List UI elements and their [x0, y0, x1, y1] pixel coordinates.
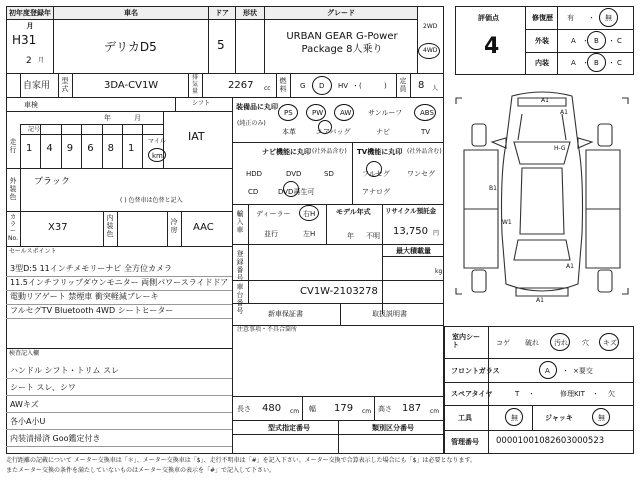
nav-cd: CD: [248, 188, 259, 196]
length-value: 480: [262, 403, 282, 414]
tools-none: 無: [511, 414, 518, 422]
equip-aw: AW: [340, 109, 352, 117]
exterior-grade-label: 外装: [535, 37, 549, 45]
selling-point-line: 3型D:5 11インチメモリーナビ 全方位カメラ: [10, 264, 172, 273]
mileage-unit-km: km: [152, 152, 163, 160]
spare-tire-dot1: ・: [528, 390, 535, 398]
inspector-report-line: ハンドル シフト・トリム スレ: [10, 366, 120, 375]
tv-analog: アナログ: [362, 188, 390, 196]
diagram-mark-hood: A1: [560, 109, 568, 116]
class-number-label: 類別区分番号: [372, 424, 414, 432]
tv-oneseg: ワンセグ: [407, 170, 435, 178]
mgmt-label: 管理番号: [451, 438, 479, 446]
interior-grade-b: B: [594, 59, 599, 67]
equipment-label: 装備品に丸印: [236, 103, 278, 111]
height-label: 高さ: [378, 405, 392, 413]
equip-ps-circle: [278, 104, 298, 121]
first-reg-month-unit: 月: [38, 57, 45, 64]
mileage-digit: 1: [128, 143, 135, 154]
displacement-value: 2267: [228, 80, 254, 91]
recycle-value: 13,750: [393, 226, 428, 237]
equip-ps: PS: [284, 109, 293, 117]
exterior-color-value: ブラック: [34, 177, 70, 187]
jack-none: 無: [598, 414, 605, 422]
nav-dvd-play-circle: [283, 181, 299, 197]
spare-tire-dot2: ・: [592, 390, 599, 398]
caution-label: 注意事項・不具合箇所: [237, 326, 298, 333]
tv-fullseg-circle: [366, 161, 382, 177]
drive-2wd: 2WD: [423, 23, 438, 30]
inspector-report-line: 内装清掃済 Goo鑑定付き: [10, 434, 101, 443]
displacement-unit: cc: [264, 85, 271, 92]
width-label: 幅: [309, 405, 316, 413]
nav-sublabel: (社外品含む): [312, 148, 347, 155]
warranty-label: 新車保証書: [268, 310, 303, 318]
max-load-label: 最大積載量: [396, 247, 431, 255]
model-year-year: 年: [347, 232, 354, 240]
import-right-h: 右H: [303, 210, 316, 218]
color-code-value: X37: [48, 222, 68, 233]
selling-point-line: フルセグTV Bluetooth 4WD シートヒーター: [10, 306, 174, 315]
tv-fullseg: フルセグ: [362, 170, 390, 178]
import-label: 輸入車: [236, 210, 244, 234]
seat-scratch-circle: [599, 333, 619, 351]
selling-points-label: セールスポイント: [9, 248, 57, 255]
import-dealer: ディーラー: [256, 210, 291, 218]
mileage-digit: 1: [26, 143, 33, 154]
diagram-mark-left-door: B1: [489, 185, 497, 192]
interior-grade-dot2: ・: [608, 59, 615, 67]
repair-no: 無: [605, 14, 612, 22]
chassis-value: CV1W-2103278: [300, 286, 378, 297]
mileage-digit: 9: [66, 143, 74, 154]
seat-tear: 破れ: [525, 339, 539, 347]
equip-abs: ABS: [420, 109, 434, 117]
fuel-opt-paren-open: ・(: [352, 82, 362, 90]
spare-tire-missing: 欠: [608, 390, 615, 398]
capacity-value: 8: [418, 80, 425, 91]
interior-grade-label: 内装: [535, 59, 549, 67]
length-unit: cm: [290, 408, 300, 415]
header-shape: 形状: [236, 7, 264, 20]
color-code-label: カラー No.: [8, 214, 18, 242]
mileage-digit: 4: [46, 143, 53, 154]
cooling-value: AAC: [193, 222, 214, 233]
interior-grade-c: C: [617, 59, 622, 67]
shift-value: IAT: [188, 130, 205, 143]
interior-grade-dot1: ・: [582, 59, 589, 67]
interior-grade-b-circle: [587, 53, 606, 72]
seat-burn: コゲ: [496, 339, 510, 347]
import-right-h-circle: [299, 205, 319, 221]
first-reg-month: 2: [26, 56, 32, 66]
exterior-grade-c: C: [617, 37, 622, 45]
exterior-color-label: 外装色: [9, 177, 17, 201]
equip-airbag: エアバッグ: [316, 128, 351, 136]
equip-pw-circle: [306, 104, 326, 121]
recycle-unit: 円: [433, 230, 440, 237]
seat-stain: 汚れ: [554, 339, 568, 347]
nav-dvd-play: DVD再生可: [278, 188, 315, 196]
type-label: 型式: [61, 77, 69, 93]
width-unit: cm: [362, 408, 372, 415]
mileage-digit: 8: [107, 143, 114, 154]
shift-label: シフト: [192, 100, 211, 107]
tools-none-circle: [505, 408, 523, 426]
equip-airbag-circle: [318, 120, 332, 134]
fuel-opt-hv: HV: [338, 82, 349, 90]
score-label: 評価点: [478, 14, 499, 22]
header-model: 車名: [54, 7, 208, 20]
nav-hdd: HDD: [246, 170, 263, 178]
inspector-report-line: AWキズ: [10, 400, 39, 409]
displacement-label: 排気量: [191, 74, 198, 95]
warranty-manual: 取扱説明書: [372, 310, 407, 318]
spare-tire-label: スペアタイヤ: [451, 390, 493, 398]
mileage-label: 走行: [9, 138, 17, 154]
header-first-reg: 初年度登録年月: [9, 9, 51, 30]
windshield-label: フロントガラス: [451, 367, 500, 375]
header-grade: グレード: [265, 7, 417, 20]
jack-none-circle: [592, 408, 610, 426]
grade-value: URBAN GEAR G-Power Package 8人乗り: [286, 31, 398, 55]
inspector-report-label: 検査記入欄: [9, 350, 40, 357]
exterior-grade-dot2: ・: [608, 37, 615, 45]
inspection-month: 月: [134, 114, 141, 122]
inspector-report-line: シート スレ、シワ: [10, 383, 76, 392]
nav-dvd: DVD: [286, 170, 302, 178]
exterior-grade-dot1: ・: [582, 37, 589, 45]
model-year-label: モデル年式: [336, 208, 371, 216]
width-value: 179: [334, 403, 354, 414]
tools-label: 工具: [458, 414, 472, 422]
equip-pw: PW: [312, 109, 324, 117]
fuel-opt-d: D: [319, 82, 325, 90]
exterior-grade-b-circle: [587, 31, 606, 50]
mileage-digit: 6: [87, 143, 94, 154]
fuel-diesel-circle: [312, 76, 332, 95]
model-name: デリカD5: [104, 40, 157, 54]
mileage-unit-mile: マイル: [148, 138, 166, 145]
interior-grade-a: A: [571, 59, 576, 67]
exterior-color-note: ( ) 色替車は色替と記入: [120, 197, 183, 204]
equip-navi: ナビ: [376, 128, 390, 136]
mileage-digit-label: 記号: [28, 126, 41, 133]
tv-label: TV機能に丸印: [357, 148, 403, 156]
equip-tv: TV: [421, 128, 431, 136]
import-left-h: 左H: [303, 230, 316, 238]
tv-sublabel: (社外品含む): [407, 148, 442, 155]
car-damage-diagram: [452, 84, 632, 308]
drive-4wd-circle: [418, 43, 440, 59]
equipment-sublabel: (純正のみ): [237, 120, 266, 127]
windshield-replace: ×要交: [573, 367, 593, 375]
seat-scratch: キズ: [603, 339, 617, 347]
header-doors: ドア: [209, 7, 235, 20]
height-value: 187: [402, 403, 422, 414]
equip-aw-circle: [334, 104, 354, 121]
seat-label: 室内シート: [452, 333, 480, 350]
mileage-km-circle: [148, 148, 166, 162]
selling-point-line: 11.5インチフリップダウンモニター 両側パワースライドドア: [10, 278, 229, 287]
seat-hole: 穴: [582, 339, 589, 347]
seat-stain-circle: [550, 333, 570, 351]
diagram-mark-rear-glass: A1: [566, 263, 574, 270]
max-load-unit: kg: [435, 268, 443, 275]
equip-abs-circle: [414, 104, 436, 121]
repair-no-circle: [599, 8, 618, 27]
jack-label: ジャッキ: [545, 414, 573, 422]
mgmt-value: 00001001082603000523: [496, 436, 605, 446]
height-unit: cm: [430, 408, 440, 415]
inspection-label: 車検: [24, 101, 38, 109]
fuel-opt-paren-close: ): [384, 82, 387, 90]
drive-4wd: 4WD: [423, 47, 438, 54]
diagram-mark-windshield: H-G: [554, 145, 566, 152]
type-designation-label: 型式指定番号: [268, 424, 310, 432]
repair-dot: ・: [588, 14, 595, 22]
recycle-label: リサイクル預託金: [385, 207, 437, 215]
nav-sd: SD: [324, 170, 334, 178]
reg-no-label: 登録番号: [236, 250, 244, 282]
capacity-unit: 人: [432, 85, 439, 92]
first-reg-era: H31: [12, 33, 37, 47]
cooling-label: 冷房: [170, 218, 178, 234]
chassis-label: 車台番号: [236, 283, 244, 315]
repair-yes: 有: [567, 14, 574, 22]
repair-label: 修復歴: [532, 14, 553, 22]
equip-leather: 本革: [282, 128, 296, 136]
score-value: 4: [484, 34, 500, 59]
equip-sunroof: サンルーフ: [368, 109, 403, 117]
diagram-mark-left-rear: W1: [502, 219, 512, 226]
windshield-a-circle: [539, 361, 557, 379]
spare-tire-kit: 修理KIT: [560, 390, 585, 398]
doors-value: 5: [217, 38, 225, 52]
length-label: 長さ: [237, 405, 251, 413]
model-year-unknown: 不明: [366, 232, 380, 240]
windshield-a: A: [545, 367, 550, 375]
use-value: 自家用: [23, 81, 51, 91]
inspector-report-line: 各小A小U: [10, 417, 46, 426]
exterior-grade-a: A: [571, 37, 576, 45]
capacity-label: 定員: [399, 77, 407, 93]
fuel-label: 燃料: [279, 77, 287, 93]
spare-tire-t: T: [515, 390, 520, 398]
windshield-dot: ・: [562, 367, 569, 375]
diagram-mark-rear-bumper: A1: [536, 297, 544, 304]
footer-line-1: 走行距離の記載について メーター交換車は「＊」、メーター交換車は「$」、走行不明車は「#」を記入下さい。メーター交換で合算表示した場合にも「$」は必要となります。: [6, 457, 476, 464]
import-parallel: 並行: [264, 230, 278, 238]
footer-line-2: またメーター交換の条件を満たしていないものはメーター交換車の表示を「#」で記入して下さい。: [6, 467, 276, 474]
inspection-year: 年: [104, 114, 111, 122]
diagram-mark-front-bumper: A1: [541, 97, 549, 104]
exterior-grade-b: B: [594, 37, 599, 45]
type-code: 3DA-CV1W: [104, 80, 159, 91]
interior-color-label: 内装色: [106, 214, 114, 238]
selling-point-line: 電動リアゲート 禁煙車 衝突軽減ブレーキ: [10, 292, 159, 301]
fuel-opt-g: G: [300, 82, 306, 90]
nav-label: ナビ機能に丸印: [262, 148, 311, 156]
